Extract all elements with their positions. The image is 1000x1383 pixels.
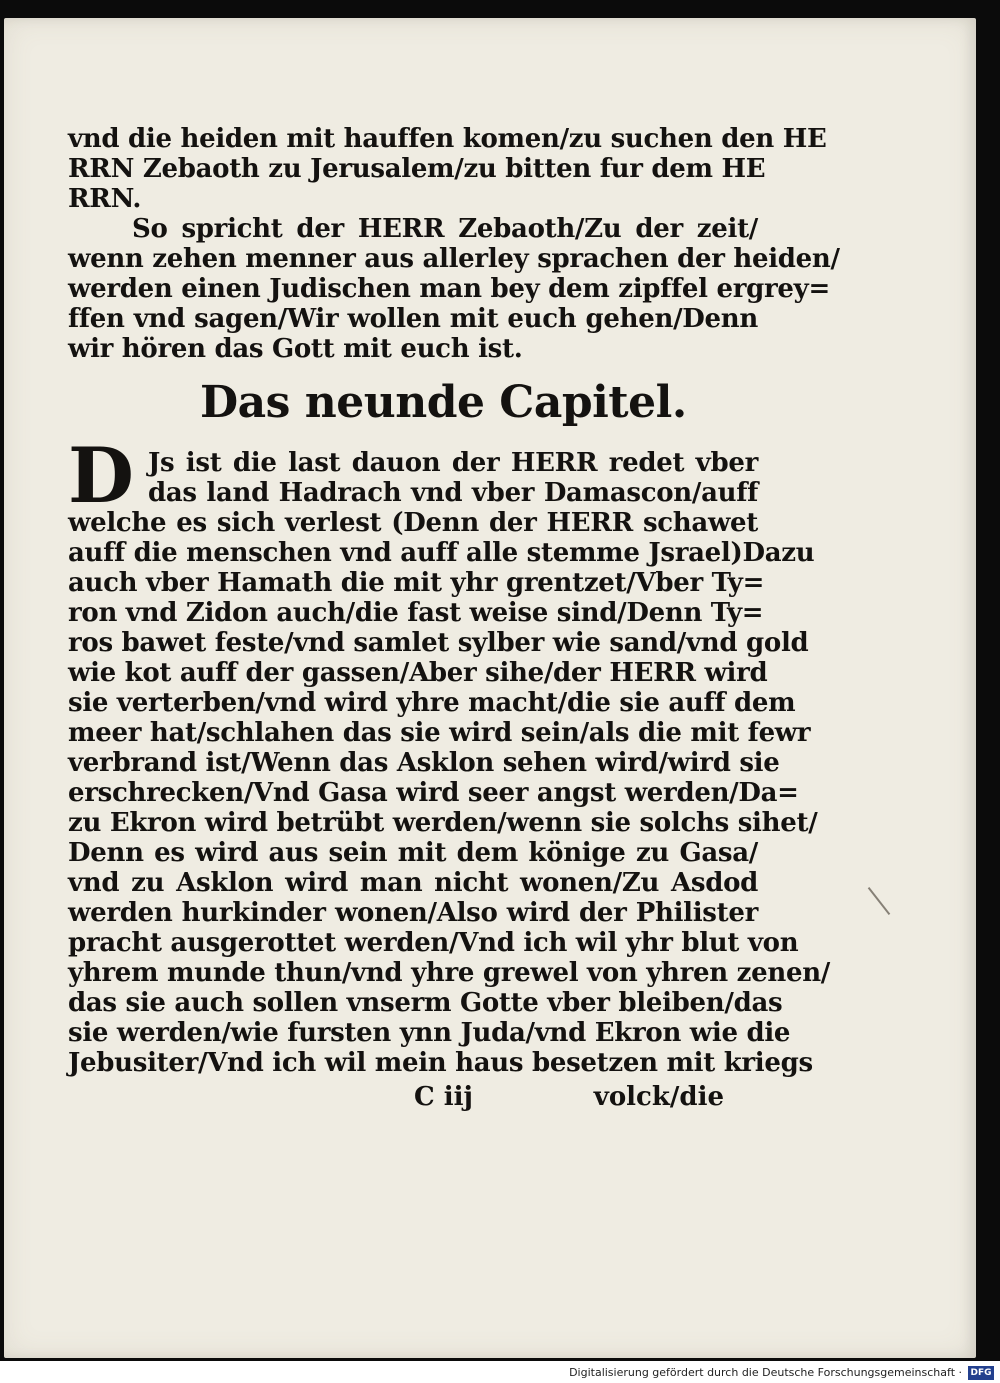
text-line: auch vber Hamath die mit yhr grentzet/Vber Ty= (68, 568, 765, 598)
text-line: vnd zu Asklon wird man nicht wonen/Zu Asdod (68, 868, 758, 898)
page-footer-line (68, 1082, 758, 1112)
text-line: sie verterben/vnd wird yhre macht/die sie auff dem (68, 688, 796, 718)
drop-initial: D (68, 431, 134, 520)
text-line: RRN Zebaoth zu Jerusalem/zu bitten fur dem HE (68, 154, 766, 184)
text-line: Js ist die last dauon der HERR redet vber (148, 448, 758, 478)
signature-mark: C iij (414, 1082, 473, 1112)
text-line: RRN. (68, 184, 142, 214)
text-line: wie kot auff der gassen/Aber sihe/der HERR wird (68, 658, 768, 688)
text-line: erschrecken/Vnd Gasa wird seer angst werden/Da= (68, 778, 799, 808)
text-line: vnd die heiden mit hauffen komen/zu suchen den HE (68, 124, 827, 154)
chapter-body (68, 431, 830, 1078)
text-line: pracht ausgerottet werden/Vnd ich wil yhr blut von (68, 928, 799, 958)
text-line: auff die menschen vnd auff alle stemme Jsrael)Dazu (68, 538, 815, 568)
text-line: meer hat/schlahen das sie wird sein/als die mit fewr (68, 718, 811, 748)
text-line: wir hören das Gott mit euch ist. (68, 334, 523, 364)
text-line: So spricht der HERR Zebaoth/Zu der zeit/ (132, 214, 758, 244)
text-line: ffen vnd sagen/Wir wollen mit euch gehen/Denn (68, 304, 758, 334)
text-line: zu Ekron wird betrübt werden/wenn sie solchs sihet/ (68, 808, 818, 838)
text-line: ron vnd Zidon auch/die fast weise sind/Denn Ty= (68, 598, 764, 628)
text-line: Denn es wird aus sein mit dem könige zu Gasa/ (68, 838, 758, 868)
page-text (68, 124, 840, 1112)
text-line: ros bawet feste/vnd samlet sylber wie sand/vnd gold (68, 628, 809, 658)
text-line: sie werden/wie fursten ynn Juda/vnd Ekron wie die (68, 1018, 791, 1048)
funding-credit: Digitalisierung gefördert durch die Deutsche Forschungsgemeinschaft · (569, 1366, 962, 1379)
text-line: das land Hadrach vnd vber Damascon/auff (148, 478, 758, 508)
text-line: werden einen Judischen man bey dem zipffel ergrey= (68, 274, 830, 304)
chapter-title: Das neunde Capitel. (200, 377, 687, 428)
catchword: volck/die (593, 1082, 724, 1112)
text-line: verbrand ist/Wenn das Asklon sehen wird/wird sie (68, 748, 780, 778)
paper-mark (868, 887, 891, 915)
dfg-logo: DFG (968, 1366, 994, 1380)
text-line: wenn zehen menner aus allerley sprachen der heiden/ (68, 244, 840, 274)
book-page (4, 18, 976, 1358)
text-line: welche es sich verlest (Denn der HERR schawet (68, 508, 758, 538)
text-line: Jebusiter/Vnd ich wil mein haus besetzen mit kriegs (68, 1048, 813, 1078)
text-line: yhrem munde thun/vnd yhre grewel von yhren zenen/ (68, 958, 830, 988)
text-line: das sie auch sollen vnserm Gotte vber bleiben/das (68, 988, 783, 1018)
text-line: werden hurkinder wonen/Also wird der Philister (68, 898, 758, 928)
credit-bar (0, 1361, 1000, 1383)
